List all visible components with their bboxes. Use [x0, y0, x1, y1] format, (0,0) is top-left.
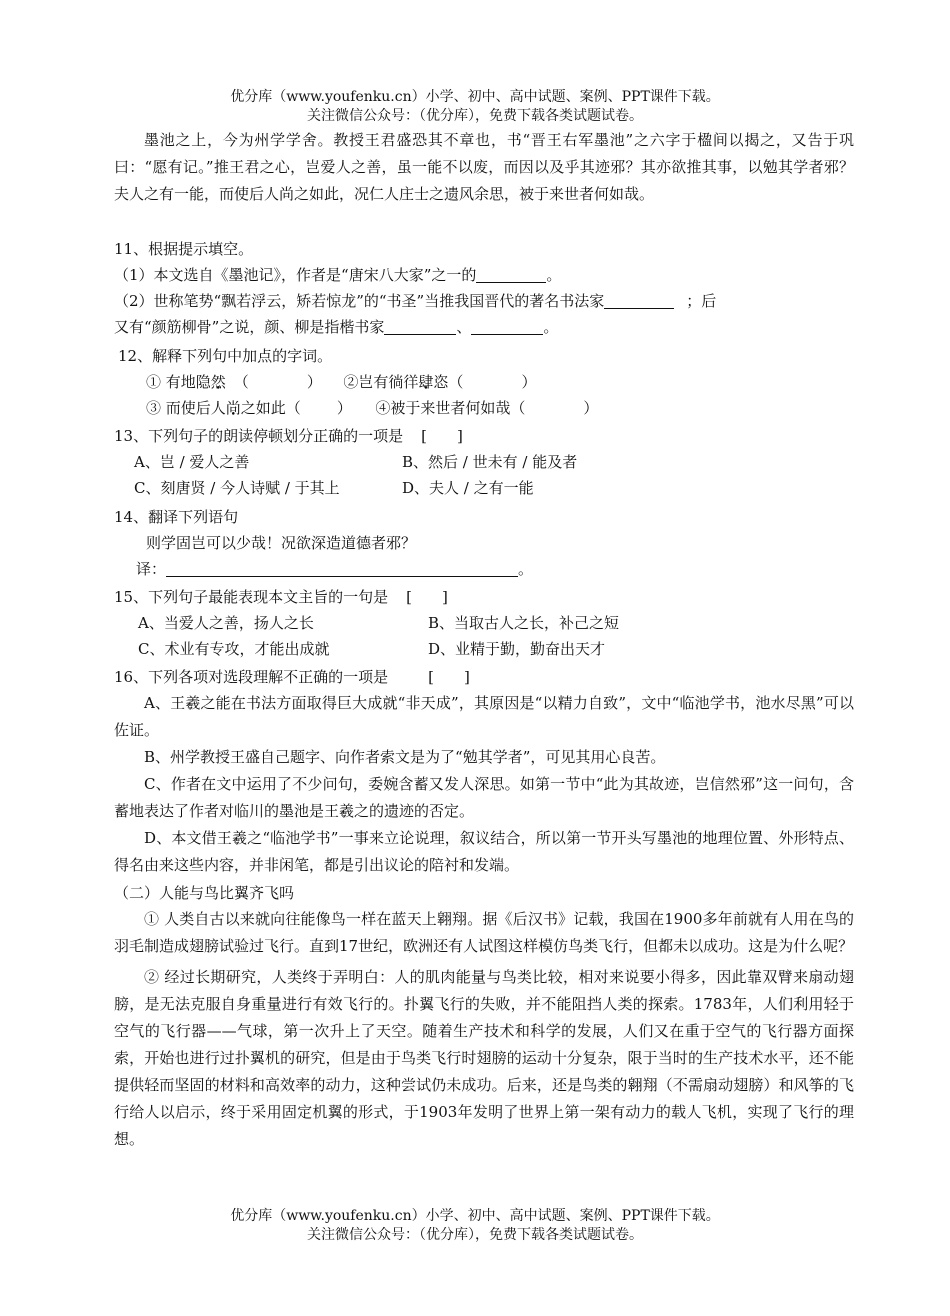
- q14-title: 14、翻译下列语句: [114, 508, 239, 526]
- q13-options-row-2: [114, 475, 854, 501]
- option-b[interactable]: B、州学教授王盛自己题字、向作者索文是为了“勉其学者”，可见其用心良苦。: [144, 748, 666, 766]
- q13-title: 13、下列句子的朗读停顿划分正确的一项是 [ ]: [114, 427, 463, 445]
- question-13: [114, 423, 854, 501]
- answer-blank-liu[interactable]: [471, 316, 543, 335]
- dotted-char: 尚: [225, 399, 241, 417]
- question-15: [114, 584, 854, 662]
- option-b[interactable]: B、然后 / 世未有 / 能及者: [402, 453, 578, 471]
- answer-bracket[interactable]: [ ]: [421, 427, 463, 445]
- part-2-paragraph-1: ① 人类自古以来就向往能像鸟一样在蓝天上翱翔。据《后汉书》记载，我国在1900多年前就有人用在鸟的羽毛制造成翅膀试验过飞行。直到17世纪，欧洲还有人试图这样模仿鸟类飞行，但都未以成功。这是为什么呢？: [114, 910, 854, 955]
- q11-title: 11、根据提示填空。: [114, 240, 254, 258]
- question-16: [114, 664, 854, 879]
- q16-title: 16、下列各项对选段理解不正确的一项是 [ ]: [114, 668, 470, 686]
- q14-sentence: 则学固岂可以少哉！况欲深造道德者邪？: [146, 534, 417, 552]
- option-d[interactable]: D、夫人 / 之有一能: [402, 479, 534, 497]
- answer-blank-calligrapher[interactable]: [604, 290, 674, 309]
- part-2-paragraph-2: ② 经过长期研究，人类终于弄明白：人的肌肉能量与鸟类比较，相对来说要小得多，因此靠双臂来扇动翅膀，是无法克服自身重量进行有效飞行的。扑翼飞行的失败，并不能阻挡人类的探索。1783年，人们利用轻于空气的飞行器——气球，第一次升上了天空。随着生产技术和科学的发展，人们又在重于空气的飞行器方面探索，开始也进行过扑翼机的研究，但是由于鸟类飞行时翅膀的运动十分复杂，限于当时的生产技术水平，还不能提供轻而坚固的材料和高效率的动力，这种尝试仍未成功。后来，还是鸟类的翱翔（不需扇动翅膀）和风筝的飞行给人以启示，终于采用固定机翼的形式，于1903年发明了世界上第一架有动力的载人飞机，实现了飞行的理想。: [114, 968, 854, 1148]
- q11-part-1: （1）本文选自《墨池记》，作者是“唐宋八大家”之一的 。: [114, 266, 562, 284]
- q13-options-row-1: [114, 449, 854, 475]
- page-footer: [0, 1207, 950, 1245]
- question-12: [118, 343, 854, 421]
- option-c[interactable]: C、作者在文中运用了不少问句，委婉含蓄又发人深思。如第一节中“此为其故迹，岂信然邪”这一问句，含蓄地表达了作者对临川的墨池是王羲之的遗迹的否定。: [114, 775, 854, 820]
- part-2: [114, 880, 854, 1153]
- answer-bracket[interactable]: [ ]: [406, 588, 448, 606]
- footer-line-2: 关注微信公众号：（优分库），免费下载各类试题试卷。: [307, 1227, 643, 1243]
- q12-title: 12、解释下列句中加点的字词。: [118, 347, 333, 365]
- q14-translation: 译： 。: [136, 560, 534, 578]
- option-d[interactable]: D、业精于勤，勤奋出天才: [428, 640, 606, 658]
- option-d[interactable]: D、本文借王羲之“临池学书”一事来立论说理，叙议结合，所以第一节开头写墨池的地理位置、外形特点、得名由来这些内容，并非闲笔，都是引出议论的陪衬和发端。: [114, 829, 854, 874]
- header-line-1: 优分库（www.youfenku.cn）小学、初中、高中试题、案例、PPT课件下载。: [230, 89, 720, 105]
- option-a[interactable]: A、当爱人之善，扬人之长: [138, 614, 314, 632]
- option-a[interactable]: A、岂 / 爱人之善: [134, 453, 250, 471]
- translation-blank[interactable]: [166, 558, 518, 577]
- page-header: [0, 88, 950, 126]
- option-b[interactable]: B、当取古人之长，补己之短: [428, 614, 620, 632]
- option-a[interactable]: A、王羲之能在书法方面取得巨大成就“非天成”，其原因是“以精力自致”，文中“临池学书，池水尽黑”可以佐证。: [114, 694, 854, 739]
- answer-blank-author[interactable]: [476, 264, 546, 283]
- dotted-char: 然: [210, 373, 226, 391]
- dotted-char: 肆: [418, 373, 434, 391]
- q15-title: 15、下列句子最能表现本文主旨的一句是 [ ]: [114, 588, 448, 606]
- q12-row-2: ③ 而使后人尚之如此（ ） ④被于来世者何如哉（ ）: [146, 399, 599, 417]
- answer-bracket[interactable]: [ ]: [428, 668, 470, 686]
- question-14: [114, 504, 854, 582]
- q12-row-1: ① 有地隐然 （ ） ②岂有徜徉肆恣（ ）: [146, 373, 537, 391]
- header-line-2: 关注微信公众号：（优分库），免费下载各类试题试卷。: [307, 108, 643, 124]
- q15-options-row-2: [114, 636, 854, 662]
- option-c[interactable]: C、刻唐贤 / 今人诗赋 / 于其上: [134, 479, 340, 497]
- question-11: [114, 236, 854, 340]
- answer-blank-yan[interactable]: [384, 316, 456, 335]
- footer-line-1: 优分库（www.youfenku.cn）小学、初中、高中试题、案例、PPT课件下载。: [230, 1208, 720, 1224]
- q11-part-3: 又有“颜筋柳骨”之说，颜、柳是指楷书家 、 。: [114, 318, 559, 336]
- part-2-title: （二）人能与鸟比翼齐飞吗: [114, 884, 295, 902]
- q15-options-row-1: [114, 610, 854, 636]
- q11-part-2: （2）世称笔势“飘若浮云，矫若惊龙”的“书圣”当推我国晋代的著名书法家 ；后: [114, 292, 717, 310]
- passage-paragraph: 墨池之上，今为州学学舍。教授王君盛恐其不章也，书“晋王右军墨池”之六字于楹间以揭之，又告于巩曰：“愿有记。”推王君之心，岂爱人之善，虽一能不以废，而因以及乎其迹邪？其亦欲推其事，以勉其学者邪？夫人之有一能，而使后人尚之如此，况仁人庄士之遗风余思，被于来世者何如哉。: [114, 131, 854, 203]
- option-c[interactable]: C、术业有专攻，才能出成就: [138, 640, 330, 658]
